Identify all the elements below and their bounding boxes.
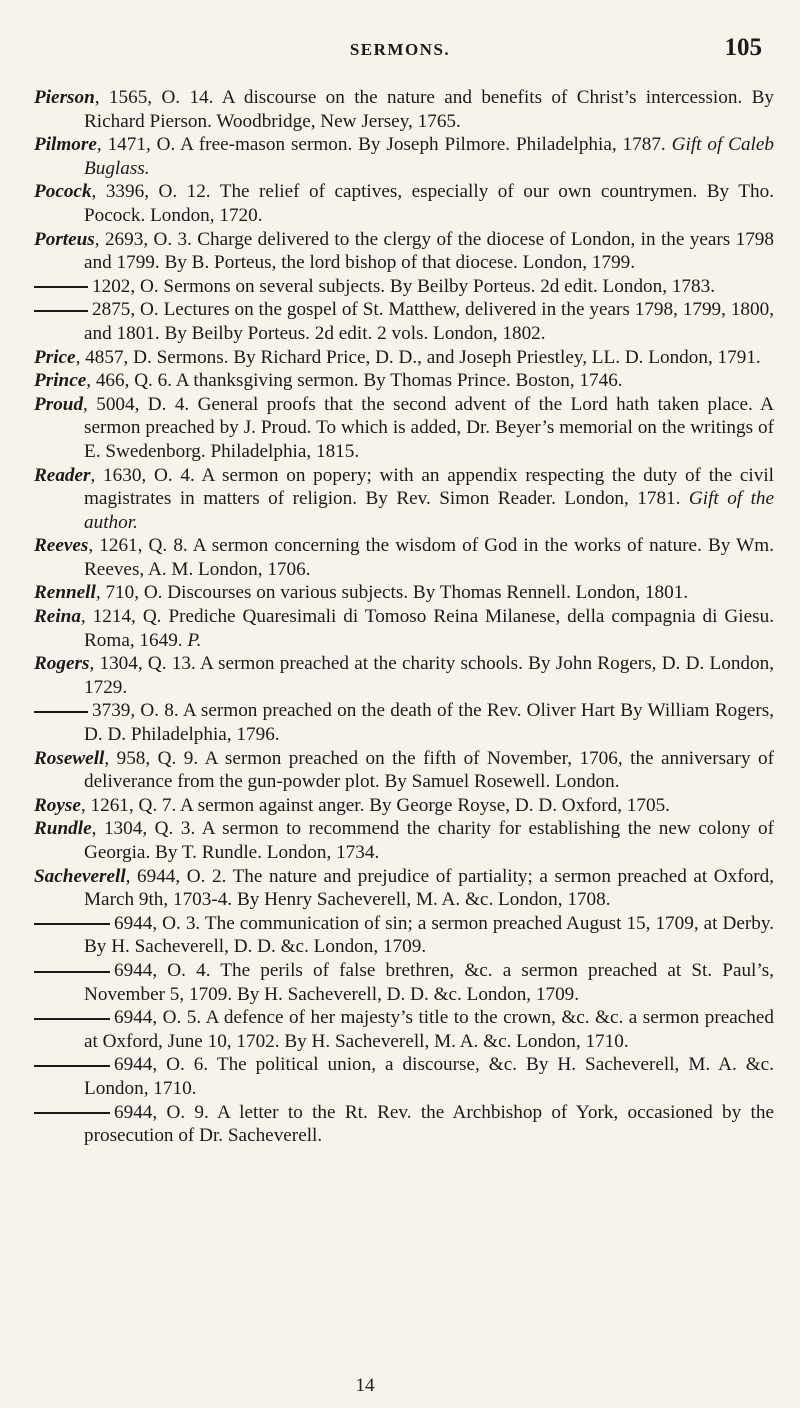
catalog-entry [34,393,774,464]
catalog-entry [34,86,774,133]
entry-text: , 1214, Q. Prediche Quaresimali di Tomoso Reina Milanese, della compagnia di Giesu. Roma, 1649. [80,606,774,651]
entry-text: 3739, O. 8. A sermon preached on the death of the Rev. Oliver Hart By William Rogers, D. D. Philadelphia, 1796. [84,700,774,746]
entry-text: , 5004, D. 4. General proofs that the second advent of the Lord hath taken place. A sermon preached by J. Proud. To which is added, Dr. Beyer’s memorial on the writings of E. Swedenborg. Philadelphia, 1815. [83,393,774,462]
catalog-entry [34,959,774,1006]
catalog-entry [34,1053,774,1100]
catalog-entry [34,1101,774,1148]
catalog-entry [34,275,774,299]
entry-text: , 1471, O. A free-mason sermon. By Joseph Pilmore. Philadelphia, 1787. [96,134,672,156]
entry-text: 1202, O. Sermons on several subjects. By Beilby Porteus. 2d edit. London, 1783. [92,275,716,297]
entry-text: 6944, O. 5. A defence of her majesty’s title to the crown, &c. &c. a sermon preached at Oxford, June 10, 1702. By H. Sacheverell, M. A. &c. London, 1710. [84,1007,774,1052]
ditto-dash [34,971,110,973]
catalog-entry [34,605,774,652]
entry-author: Rennell [34,582,96,604]
catalog-entry [34,699,774,746]
catalog-entry [34,865,774,912]
catalog-entries [34,86,774,1148]
entry-text: , 2693, O. 3. Charge delivered to the clergy of the diocese of London, in the years 1798 and 1799. By B. Porteus, the lord bishop of that diocese. London, 1799. [84,228,774,274]
entry-author: Reader [34,464,91,486]
entry-provenance: Gift of Caleb Buglass. [84,134,774,179]
ditto-dash [34,711,88,713]
entry-text: , 1630, O. 4. A sermon on popery; with an appendix respecting the duty of the civil magistrates in matters of religion. By Rev. Simon Reader. London, 1781. [84,464,774,510]
entry-text: , 466, Q. 6. A thanksgiving sermon. By Thomas Prince. Boston, 1746. [86,370,623,392]
catalog-entry [34,133,774,180]
catalog-entry [34,581,774,605]
entry-text: , 1261, Q. 7. A sermon against anger. By George Royse, D. D. Oxford, 1705. [80,794,670,816]
entry-text: , 1565, O. 14. A discourse on the nature and benefits of Christ’s intercession. By Richard Pierson. Woodbridge, New Jersey, 1765. [84,87,774,132]
entry-text: 6944, O. 9. A letter to the Rt. Rev. the Archbishop of York, occasioned by the prosecution of Dr. Sacheverell. [84,1101,774,1147]
entry-author: Proud [34,393,84,415]
entry-author: Price [34,346,76,368]
entry-text: , 6944, O. 2. The nature and prejudice of partiality; a sermon preached at Oxford, March 9th, 1703-4. By Henry Sacheverell, M. A. &c. London, 1708. [84,865,774,911]
entry-text: , 1304, Q. 13. A sermon preached at the charity schools. By John Rogers, D. D. London, 1729. [84,653,774,698]
entry-author: Prince [34,370,87,392]
ditto-dash [34,286,88,288]
catalog-entry [34,817,774,864]
catalog-entry [34,369,774,393]
entry-text: , 1304, Q. 3. A sermon to recommend the charity for establishing the new colony of Georgia. By T. Rundle. London, 1734. [84,818,774,863]
page-number: 105 [724,34,762,61]
entry-author: Royse [34,794,81,816]
entry-provenance: P. [187,629,202,651]
catalog-entry [34,534,774,581]
entry-text: 6944, O. 4. The perils of false brethren, &c. a sermon preached at St. Paul’s, November 5, 1709. By H. Sacheverell, D. D. &c. London, 1709. [84,959,774,1005]
entry-text: , 3396, O. 12. The relief of captives, especially of our own countrymen. By Tho. Pocock. London, 1720. [84,181,774,226]
catalog-entry [34,464,774,535]
section-title: SERMONS. [349,40,451,59]
entry-author: Sacheverell [34,865,126,887]
signature-mark [0,1375,800,1397]
entry-text: 6944, O. 6. The political union, a discourse, &c. By H. Sacheverell, M. A. &c. London, 1710. [84,1054,774,1099]
entry-provenance: Gift of the author. [84,488,775,533]
entry-text: 6944, O. 3. The communication of sin; a sermon preached August 15, 1709, at Derby. By H. Sacheverell, D. D. &c. London, 1709. [84,912,774,958]
entry-author: Reeves [34,535,89,557]
catalog-entry [34,794,774,818]
entry-author: Rundle [34,818,92,840]
ditto-dash [34,1112,110,1114]
catalog-entry [34,1006,774,1053]
entry-author: Pierson [34,87,95,108]
entry-author: Reina [34,606,81,628]
catalog-entry [34,747,774,794]
catalog-entry [34,346,774,370]
entry-author: Pocock [34,181,92,203]
entry-text: , 958, Q. 9. A sermon preached on the fifth of November, 1706, the anniversary of deliverance from the gun-powder plot. By Samuel Rosewell. London. [84,747,774,793]
running-header [0,34,800,64]
entry-text: 2875, O. Lectures on the gospel of St. Matthew, delivered in the years 1798, 1799, 1800, and 1801. By Beilby Porteus. 2d edit. 2 vols. London, 1802. [84,299,774,344]
signature-number: 14 [355,1375,375,1396]
entry-text: , 1261, Q. 8. A sermon concerning the wisdom of God in the works of nature. By Wm. Reeves, A. M. London, 1706. [84,535,774,580]
entry-author: Pilmore [34,134,97,156]
catalog-entry [34,228,774,275]
ditto-dash [34,1018,110,1020]
entry-text: , 710, O. Discourses on various subjects. By Thomas Rennell. London, 1801. [95,582,689,604]
catalog-entry [34,912,774,959]
catalog-entry [34,180,774,227]
catalog-entry [34,652,774,699]
ditto-dash [34,923,110,925]
entry-author: Rogers [34,653,90,675]
ditto-dash [34,310,88,312]
entry-author: Rosewell [34,747,105,769]
catalog-entry [34,298,774,345]
entry-author: Porteus [34,228,95,250]
entry-text: , 4857, D. Sermons. By Richard Price, D. D., and Joseph Priestley, LL. D. London, 1791. [75,346,761,368]
ditto-dash [34,1065,110,1067]
